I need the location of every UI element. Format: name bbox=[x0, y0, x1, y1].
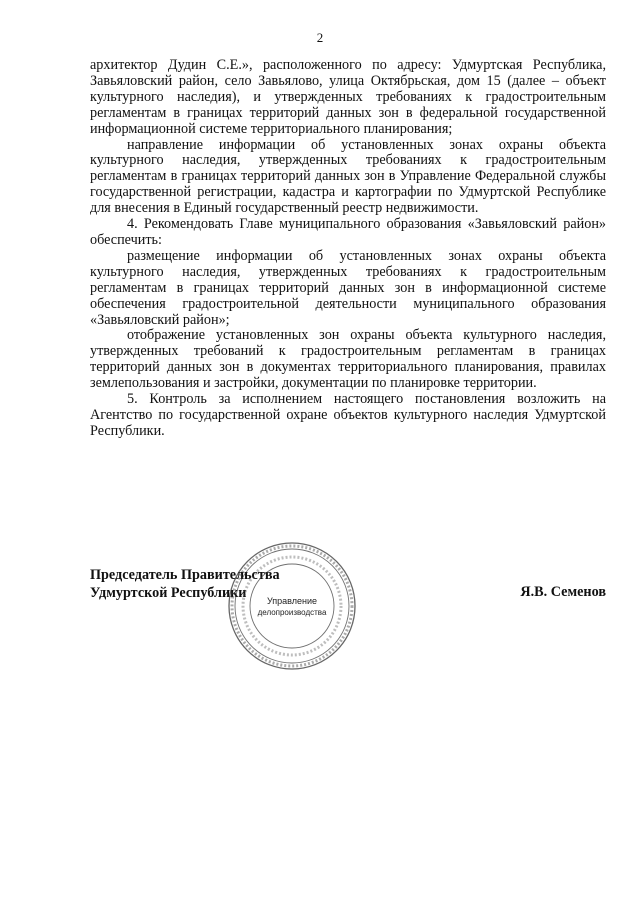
paragraph-6: 5. Контроль за исполнением настоящего постановления возложить на Агентство по государственной охране объектов культурного наследия Удмуртской Республики. bbox=[90, 391, 606, 439]
signer-name: Я.В. Семенов bbox=[520, 584, 606, 600]
official-stamp bbox=[226, 540, 358, 672]
stamp-inner-line2: делопроизводства bbox=[257, 608, 327, 617]
page-number: 2 bbox=[316, 30, 324, 45]
paragraph-1: архитектор Дудин С.Е.», расположенного по адресу: Удмуртская Республика, Завьяловский район, село Завьялово, улица Октябрьская, дом 15 (далее – объект культурного наследия), и утвержденных требованиях к градостроительным регламентам в границах территорий данных зон в федеральной государственной информационной системе территориального планирования; bbox=[90, 57, 606, 137]
paragraph-2: направление информации об установленных зонах охраны объекта культурного наследия, утвержденных требованиях к градостроительным регламентам в границах территорий данных зон в Управление Федеральной службы государственной регистрации, кадастра и картографии по Удмуртской Республике для внесения в Единый государственный реестр недвижимости. bbox=[90, 136, 606, 217]
paragraph-4: размещение информации об установленных зонах охраны объекта культурного наследия, утвержденных требованиях к градостроительным регламентам в границах территорий данных зон в информационной системе обеспечения градостроительной деятельности муниципального образования «Завьяловский район»; bbox=[90, 247, 606, 328]
signature-title-line1: Председатель Правительства bbox=[90, 567, 280, 583]
paragraph-5: отображение установленных зон охраны объекта культурного наследия, утвержденных требований к градостроительным регламентам в границах территорий данных зон в документах территориального планирования, правилах землепользования и застройки, документации по планировке территории. bbox=[90, 327, 606, 392]
document-body bbox=[90, 58, 606, 440]
paragraph-3: 4. Рекомендовать Главе муниципального образования «Завьяловский район» обеспечить: bbox=[90, 216, 606, 248]
stamp-inner-line1: Управление bbox=[266, 596, 318, 606]
signature-title-line2: Удмуртской Республики bbox=[90, 585, 247, 601]
